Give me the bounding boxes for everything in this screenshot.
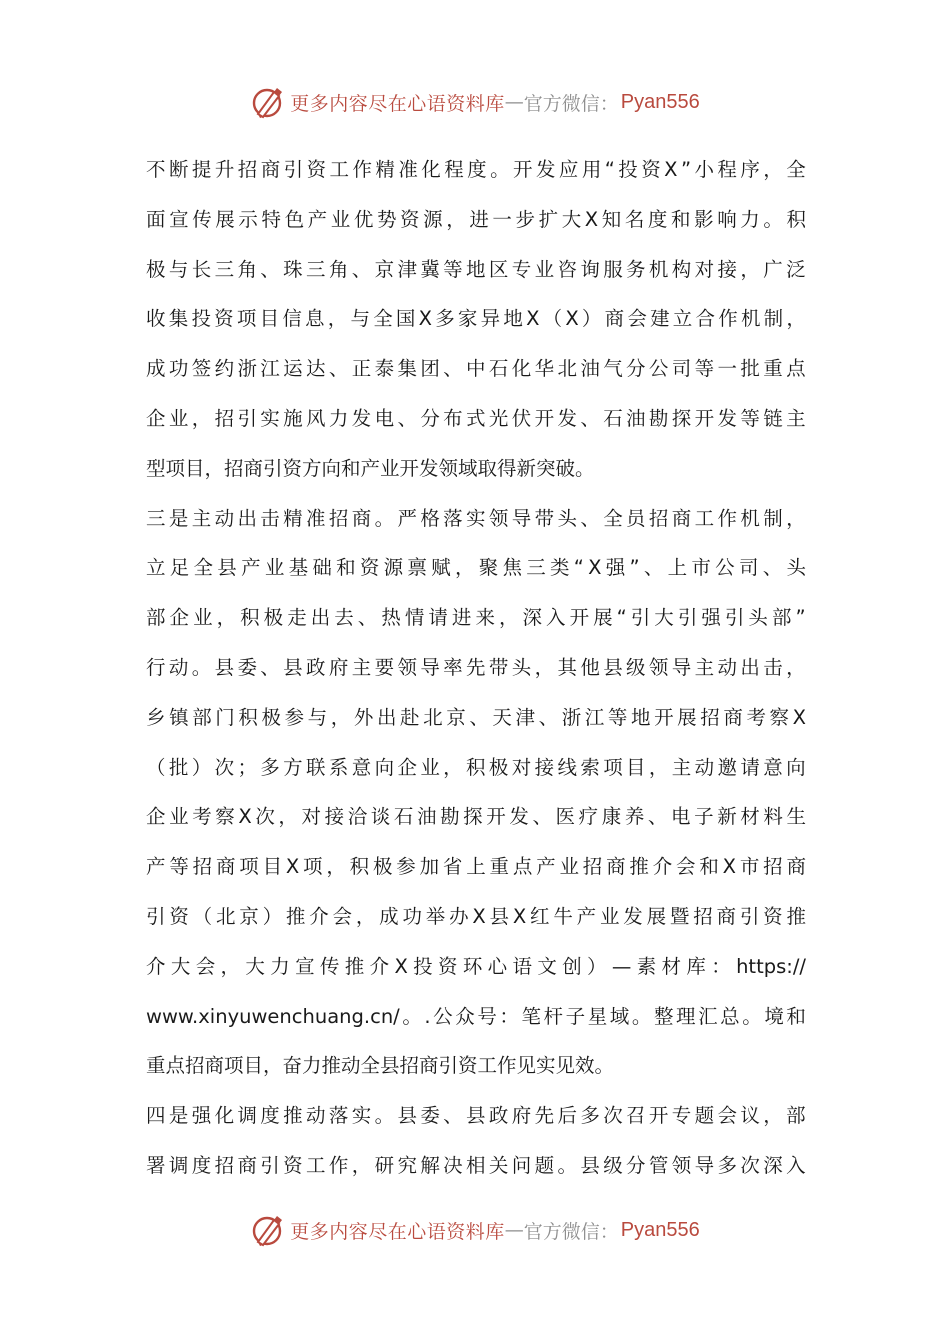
text-line: 不 断 提 升 招 商 引 资 工 作 精 准 化 程 度 。 开 发 应 用 “ 投 资 X ” 小 程 序 ， 全: [146, 158, 806, 181]
pen-circle-logo-icon: [250, 84, 286, 120]
footer-wechat-label: 官方微信：: [523, 1220, 619, 1243]
document-body: [146, 145, 806, 1191]
text-line: 介 大 会 ， 大 力 宣 传 推 介 X 投 资 环 心 语 文 创 ） — 素 材 库 ： https://: [146, 954, 806, 978]
text-line: （ 批 ） 次 ； 多 方 联 系 意 向 企 业 ， 积 极 对 接 线 索 项 目 ， 主 动 邀 请 意 向: [146, 755, 806, 779]
footer-separator: —: [504, 1219, 524, 1241]
footer-banner: [0, 1208, 950, 1252]
text-line: 乡 镇 部 门 积 极 参 与 ， 外 出 赴 北 京 、 天 津 、 浙 江 等 地 开 展 招 商 考 察 X: [146, 705, 806, 729]
footer-site-text: 更多内容尽在心语资料库: [290, 1220, 505, 1243]
pen-circle-logo-icon: [250, 1212, 286, 1248]
header-wechat-label: 官方微信：: [523, 92, 619, 115]
text-line: 重点招商项目，奋力推动全县招商引资工作见实见效。: [146, 1054, 615, 1078]
text-line: 收 集 投 资 项 目 信 息 ， 与 全 国 X 多 家 异 地 X （ X ） 商 会 建 立 合 作 机 制 ，: [146, 307, 806, 331]
text-line: 极 与 长 三 角 、 珠 三 角 、 京 津 冀 等 地 区 专 业 咨 询 服 务 机 构 对 接 ， 广 泛: [146, 257, 806, 281]
header-banner: [0, 80, 950, 124]
text-line: 部 企 业 ， 积 极 走 出 去 、 热 情 请 进 来 ， 深 入 开 展 “ 引 大 引 强 引 头 部 ”: [146, 606, 806, 630]
text-line: 企 业 考 察 X 次 ， 对 接 洽 谈 石 油 勘 探 开 发 、 医 疗 康 养 、 电 子 新 材 料 生: [146, 805, 806, 829]
text-line: 成 功 签 约 浙 江 运 达 、 正 泰 集 团 、 中 石 化 华 北 油 气 分 公 司 等 一 批 重 点: [146, 357, 806, 381]
header-site-text: 更多内容尽在心语资料库: [290, 92, 505, 115]
text-line: www.xinyuwenchuang.cn/ 。 . 公 众 号 ： 笔 杆 子 星 域 。 整 理 汇 总 。 境 和: [146, 1004, 806, 1028]
text-line: 四 是 强 化 调 度 推 动 落 实 。 县 委 、 县 政 府 先 后 多 次 召 开 专 题 会 议 ， 部: [146, 1104, 806, 1128]
text-line: 型项目，招商引资方向和产业开发领域取得新突破。: [146, 456, 595, 480]
text-line: 署 调 度 招 商 引 资 工 作 ， 研 究 解 决 相 关 问 题 。 县 级 分 管 领 导 多 次 深 入: [146, 1153, 806, 1177]
text-line: 立 足 全 县 产 业 基 础 和 资 源 禀 赋 ， 聚 焦 三 类 “ X 强 ” 、 上 市 公 司 、 头: [146, 556, 806, 580]
text-line: 产 等 招 商 项 目 X 项 ， 积 极 参 加 省 上 重 点 产 业 招 商 推 介 会 和 X 市 招 商: [146, 855, 806, 879]
text-line: 行 动 。 县 委 、 县 政 府 主 要 领 导 率 先 带 头 ， 其 他 县 级 领 导 主 动 出 击 ，: [146, 655, 806, 679]
footer-wechat-id: Pyan556: [620, 1218, 700, 1241]
header-wechat-id: Pyan556: [620, 90, 700, 113]
text-line: 引 资 （ 北 京 ） 推 介 会 ， 成 功 举 办 X 县 X 红 牛 产 业 发 展 暨 招 商 引 资 推: [146, 904, 806, 928]
header-separator: —: [504, 91, 524, 113]
text-line: 面 宣 传 展 示 特 色 产 业 优 势 资 源 ， 进 一 步 扩 大 X 知 名 度 和 影 响 力 。 积: [146, 207, 806, 231]
text-line: 企 业 ， 招 引 实 施 风 力 发 电 、 分 布 式 光 伏 开 发 、 石 油 勘 探 开 发 等 链 主: [146, 406, 806, 430]
text-line: 三 是 主 动 出 击 精 准 招 商 。 严 格 落 实 领 导 带 头 、 全 员 招 商 工 作 机 制 ，: [146, 506, 806, 530]
